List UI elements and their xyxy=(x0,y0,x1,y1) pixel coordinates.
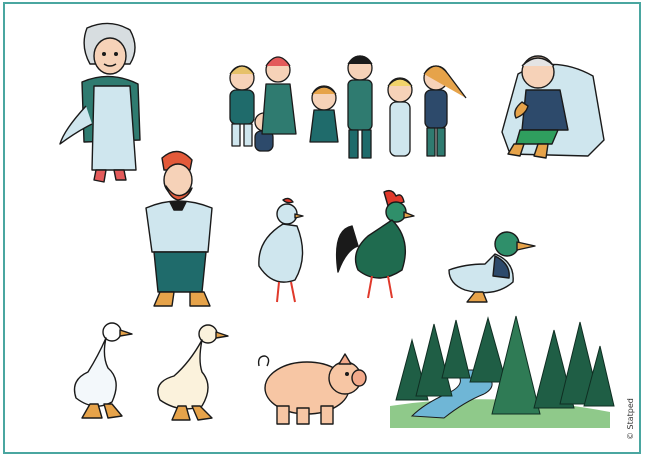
forest-river-figure xyxy=(384,310,616,428)
red-haired-man-figure xyxy=(132,148,227,313)
copyright-credit: © Statped xyxy=(626,398,635,440)
cream-goose-figure xyxy=(150,322,230,427)
mallard-duck-figure xyxy=(445,228,540,308)
family-group-figure xyxy=(220,50,470,165)
rooster-figure xyxy=(332,190,422,310)
white-goose-figure xyxy=(68,320,138,425)
hen-figure xyxy=(253,196,313,311)
grandfather-armchair-figure xyxy=(498,44,608,169)
pig-figure xyxy=(255,348,370,428)
